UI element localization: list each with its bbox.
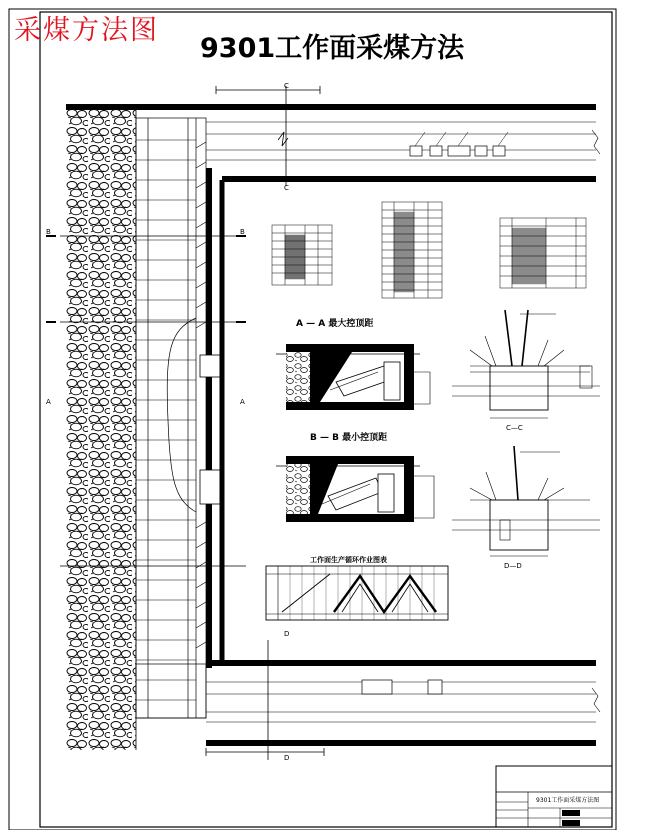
title-block-name: 9301工作面采煤方法图 [536, 797, 600, 804]
cycle-caption: 工作面生产循环作业图表 [310, 556, 387, 564]
equipment-table-1 [272, 225, 332, 285]
dd-view-label: D—D [504, 562, 522, 570]
face-supports [136, 118, 206, 718]
cc-view-label: C—C [506, 424, 523, 432]
cycle-chart [266, 566, 448, 620]
bb-section-drawing [276, 456, 434, 522]
aa-section-drawing [276, 344, 430, 410]
marker-a-left: A [46, 398, 51, 406]
support-rows [136, 140, 206, 700]
marker-c-top: C [284, 82, 289, 90]
drawing-title: 9301工作面采煤方法 [200, 33, 465, 64]
corner-label: 采煤方法图 [14, 15, 159, 46]
cc-section-drawing [452, 310, 600, 418]
upper-roadway [66, 104, 600, 182]
shearer-bulge [167, 318, 196, 512]
marker-c-bottom: C [284, 184, 289, 192]
bb-caption: B — B 最小控顶距 [310, 433, 388, 443]
marker-d-bottom: D [284, 754, 290, 762]
equipment-table-2 [382, 202, 442, 298]
gob-area [66, 110, 136, 750]
lower-roadway [136, 660, 600, 746]
marker-a-right: A [240, 398, 245, 406]
face-conveyor [206, 168, 212, 668]
marker-d-top: D [284, 630, 290, 638]
aa-caption: A — A 最大控顶距 [296, 319, 374, 329]
dd-section-drawing [452, 446, 600, 556]
equipment-table-3 [500, 218, 586, 288]
marker-b-left: B [46, 228, 51, 236]
marker-b-right: B [240, 228, 245, 236]
